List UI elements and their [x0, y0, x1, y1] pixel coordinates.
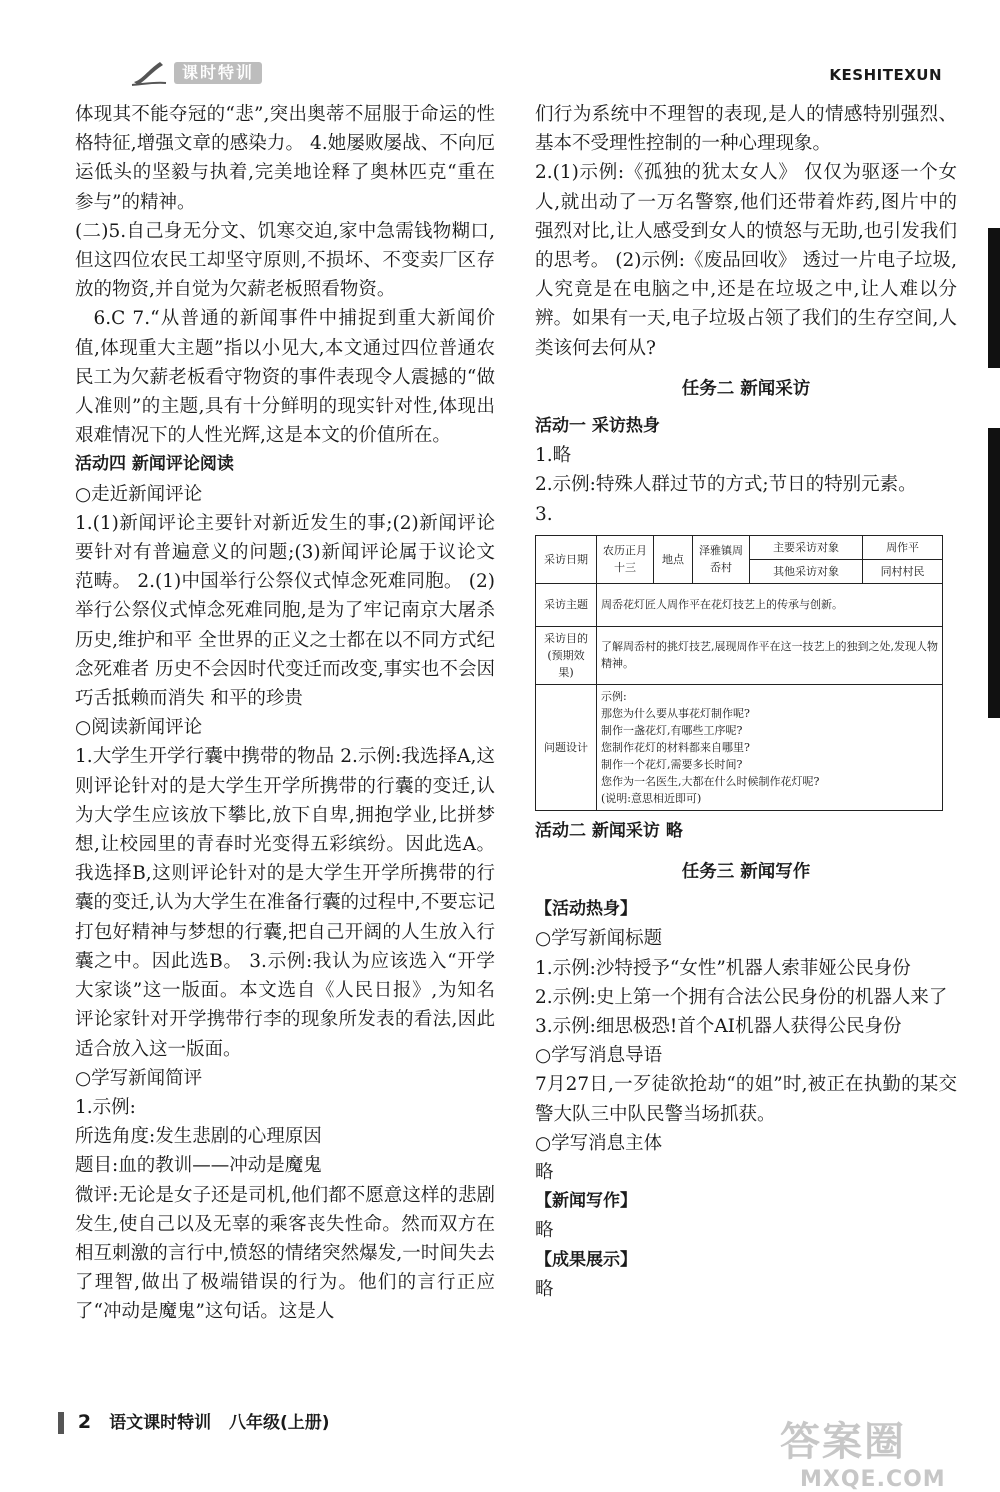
task-heading: 任务三 新闻写作	[681, 862, 811, 883]
section-heading: 活动一 采访热身	[535, 416, 660, 437]
questions-label: 问题设计	[536, 684, 597, 810]
task-heading: 任务二 新闻采访	[681, 378, 811, 399]
paragraph: 7月27日,一歹徒欲抢劫“的姐”时,被正在执勤的某交警大队三中队民警当场抓获。	[535, 1074, 957, 1125]
watermark-text: 答案圈	[780, 1419, 906, 1465]
right-bottom-text	[535, 817, 957, 1304]
right-top-text	[535, 100, 957, 529]
paragraph: 3.	[535, 503, 553, 525]
question-line: 您制作花灯的材料都来自哪里?	[601, 740, 750, 754]
paragraph: 2.示例:史上第一个拥有合法公民身份的机器人来了	[535, 986, 948, 1008]
paragraph: 略	[535, 1220, 554, 1242]
paragraph: 所选角度:发生悲剧的心理原因	[75, 1126, 322, 1148]
question-line: 制作一个花灯,需要多长时间?	[601, 757, 743, 771]
paragraph: 1.略	[535, 445, 572, 467]
interviewees-cell	[750, 535, 943, 583]
purpose-value: 了解周岙村的挑灯技艺,展现周作平在这一技艺上的独到之处,发现人物精神。	[597, 626, 943, 684]
paragraph: ○学写消息主体	[535, 1132, 663, 1154]
other-interviewee-value: 同村村民	[880, 564, 925, 578]
questions-list	[597, 684, 943, 810]
date-label: 采访日期	[536, 535, 597, 583]
edge-tab-marker	[988, 428, 1000, 718]
pen-logo-icon	[130, 58, 170, 88]
main-interviewee-value: 周作平	[863, 536, 942, 560]
other-interviewee-label: 其他采访对象	[750, 559, 863, 583]
theme-label: 采访主题	[536, 583, 597, 626]
paragraph: 【活动热身】	[535, 899, 637, 920]
book-title: 语文课时特训	[109, 1413, 212, 1433]
paragraph: 【成果展示】	[535, 1249, 637, 1270]
paragraph: 【新闻写作】	[535, 1191, 637, 1212]
question-line: 制作一盏花灯,有哪些工序呢?	[601, 723, 743, 737]
paragraph: ○阅读新闻评论	[75, 717, 203, 739]
table-row	[536, 626, 943, 684]
right-column	[535, 100, 957, 1304]
paragraph: 们行为系统中不理智的表现,是人的情感特别强烈、基本不受理性控制的一种心理现象。	[535, 104, 957, 155]
brand-title: 课时特训	[174, 62, 262, 84]
header-logo	[68, 56, 288, 92]
paragraph: 3.示例:细思极恐!首个AI机器人获得公民身份	[535, 1016, 902, 1038]
date-value: 农历正月十三	[597, 535, 654, 583]
paragraph: 2.(1)示例:《孤独的犹太女人》 仅仅为驱逐一个女人,就出动了一万名警察,他们还带着炸药,图片中的强烈对比,让人感受到女人的愤怒与无助,也引发我们的思考。 (2)示例:《废品回收》 透过一片电子垃圾,人究竟是在电脑之中,还是在垃圾之中,让人难以分辨。如果有一天,电子垃圾占领了我们的生存空间,人类该何去何从?	[535, 162, 957, 359]
paragraph: ○学写新闻简评	[75, 1067, 203, 1089]
table-row	[536, 684, 943, 810]
paragraph: 略	[535, 1162, 554, 1184]
page-footer	[58, 1408, 330, 1434]
table-row	[536, 535, 943, 583]
question-line: (说明:意思相近即可)	[601, 791, 702, 805]
main-interviewee-label: 主要采访对象	[750, 536, 863, 560]
grade-label: 八年级(上册)	[229, 1413, 330, 1433]
paragraph: 体现其不能夺冠的“悲”,突出奥蒂不屈服于命运的性格特征,增强文章的感染力。 4.她屡败屡战、不向厄运低头的坚毅与执着,完美地诠释了奥林匹克“重在参与”的精神。	[75, 104, 495, 213]
paragraph: 略	[535, 1278, 554, 1300]
section-heading: 活动四 新闻评论阅读	[75, 454, 234, 475]
paragraph: 1.示例:	[75, 1096, 136, 1118]
paragraph: ○学写消息导语	[535, 1045, 663, 1067]
question-line: 您作为一名医生,大都在什么时候制作花灯呢?	[601, 774, 820, 788]
section-heading: 活动二 新闻采访 略	[535, 820, 683, 841]
paragraph: ○学写新闻标题	[535, 928, 663, 950]
paragraph: 2.示例:特殊人群过节的方式;节日的特别元素。	[535, 474, 917, 496]
paragraph: 1.大学生开学行囊中携带的物品 2.示例:我选择A,这则评论针对的是大学生开学所携带的行囊的变迁,认为大学生应该放下攀比,放下自卑,拥抱学业,比拼梦想,让校园里的青春时光变得五彩缤纷。因此选A。 我选择B,这则评论针对的是大学生开学所携带的行囊的变迁,认为大学生在准备行囊的过程中,不要忘记打包好精神与梦想的行囊,把自己开阔的人生放入行囊之中。因此选B。 3.示例:我认为应该选入“开学大家谈”这一版面。本文选自《人民日报》,为知名评论家针对开学携带行李的现象所发表的看法,因此适合放入这一版面。	[75, 746, 495, 1060]
paragraph: 1.(1)新闻评论主要针对新近发生的事;(2)新闻评论要针对有普遍意义的问题;(3)新闻评论属于议论文范畴。 2.(1)中国举行公祭仪式悼念死难同胞。 (2)举行公祭仪式悼念死难同胞,是为了牢记南京大屠杀历史,维护和平 全世界的正义之士都在以不同方式纪念死难者 历史不会因时代变迁而改变,事实也不会因巧舌抵赖而消失 和平的珍贵	[75, 512, 495, 710]
theme-value: 周岙花灯匠人周作平在花灯技艺上的传承与创新。	[597, 583, 943, 626]
footer-mark	[58, 1412, 64, 1434]
table-row	[536, 583, 943, 626]
paragraph: 题目:血的教训——冲动是魔鬼	[75, 1155, 322, 1177]
series-code: KESHITEXUN	[829, 66, 942, 84]
question-line: 示例:	[601, 689, 627, 703]
left-column	[75, 100, 495, 1327]
watermark-url: MXQE.COM	[800, 1467, 946, 1492]
paragraph: 1.示例:沙特授予“女性”机器人索菲娅公民身份	[535, 957, 911, 979]
place-label: 地点	[654, 535, 693, 583]
place-value: 泽雅镇周岙村	[693, 535, 750, 583]
watermark-logo	[780, 1410, 960, 1492]
interview-plan-table	[535, 535, 943, 811]
page-number: 2	[77, 1411, 92, 1433]
paragraph: ○走近新闻评论	[75, 483, 203, 505]
purpose-label: 采访目的(预期效果)	[536, 626, 597, 684]
paragraph: 6.C 7.“从普通的新闻事件中捕捉到重大新闻价值,体现重大主题”指以小见大,本文通过四位普通农民工为欠薪老板看守物资的事件表现令人震撼的“做人准则”的主题,具有十分鲜明的现实针对性,体现出艰难情况下的人性光辉,这是本文的价值所在。	[75, 308, 495, 447]
question-line: 那您为什么要从事花灯制作呢?	[601, 706, 750, 720]
paragraph: 微评:无论是女子还是司机,他们都不愿意这样的悲剧发生,使自己以及无辜的乘客丧失性命。然而双方在相互刺激的言行中,愤怒的情绪突然爆发,一时间失去了理智,做出了极端错误的行为。他们的言行正应了“冲动是魔鬼”这句话。这是人	[75, 1184, 495, 1323]
paragraph: (二)5.自己身无分文、饥寒交迫,家中急需钱物糊口,但这四位农民工却坚守原则,不损坏、不变卖厂区存放的物资,并自觉为欠薪老板照看物资。	[75, 220, 495, 301]
edge-tab-marker	[988, 228, 1000, 368]
